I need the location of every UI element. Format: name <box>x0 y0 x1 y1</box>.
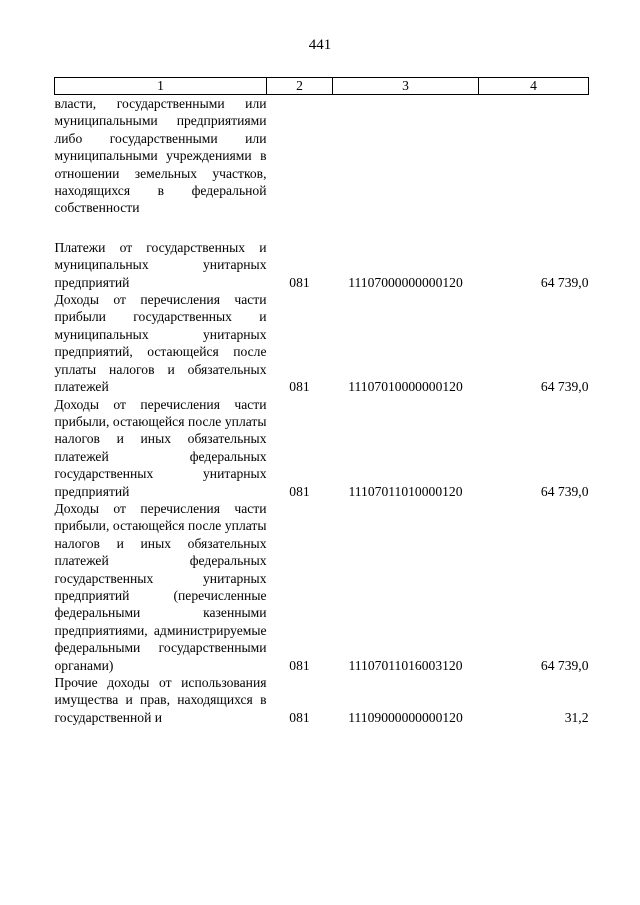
row-amount: 64 739,0 <box>540 379 589 395</box>
row-kbk: 11107011010000120 <box>348 483 463 499</box>
row-admin-code: 081 <box>289 709 310 725</box>
row-admin-code: 081 <box>289 657 310 673</box>
table-row <box>55 291 589 395</box>
row-amount <box>479 95 589 217</box>
column-header-4: 4 <box>479 78 589 95</box>
row-amount: 31,2 <box>564 709 589 725</box>
row-name: Прочие доходы от использования имущества и прав, находящихся в государственной и <box>54 675 267 725</box>
table-row <box>55 239 589 291</box>
table-row <box>55 95 589 217</box>
row-kbk: 11107011016003120 <box>348 657 463 673</box>
row-kbk: 11107000000000120 <box>348 274 463 290</box>
row-name: Платежи от государственных и муниципальных унитарных предприятий <box>54 239 267 290</box>
row-amount: 64 739,0 <box>540 274 589 290</box>
page-number: 441 <box>308 37 332 53</box>
row-amount: 64 739,0 <box>540 483 589 499</box>
row-name: власти, государственными или муниципальными предприятиями либо государственными или муниципальными учреждениями в отношении земельных участков, находящихся в федеральной собственности <box>54 96 267 216</box>
column-header-1: 1 <box>55 78 267 95</box>
row-amount: 64 739,0 <box>540 657 589 673</box>
row-name: Доходы от перечисления части прибыли государственных и муниципальных унитарных предприятий, остающейся после уплаты налогов и обязательных платежей <box>54 292 267 395</box>
row-admin-code: 081 <box>289 379 310 395</box>
column-header-2: 2 <box>267 78 333 95</box>
table-row <box>55 500 589 674</box>
row-kbk: 11109000000000120 <box>348 709 463 725</box>
table-header <box>55 78 589 95</box>
row-admin-code <box>267 95 333 217</box>
row-admin-code: 081 <box>289 483 310 499</box>
revenue-table <box>54 77 589 726</box>
row-admin-code: 081 <box>289 274 310 290</box>
row-name: Доходы от перечисления части прибыли, остающейся после уплаты налогов и иных обязательных платежей федеральных государственных унитарных предприятий <box>54 396 267 499</box>
table-row <box>55 396 589 500</box>
table-row <box>55 674 589 726</box>
row-name: Доходы от перечисления части прибыли, остающейся после уплаты налогов и иных обязательных платежей федеральных государственных унитарных предприятий (перечисленные федеральными казенными предприятиями, администрируемые федеральными государственными органами) <box>54 500 267 673</box>
row-kbk <box>333 95 479 217</box>
row-kbk: 11107010000000120 <box>348 379 463 395</box>
column-header-3: 3 <box>333 78 479 95</box>
